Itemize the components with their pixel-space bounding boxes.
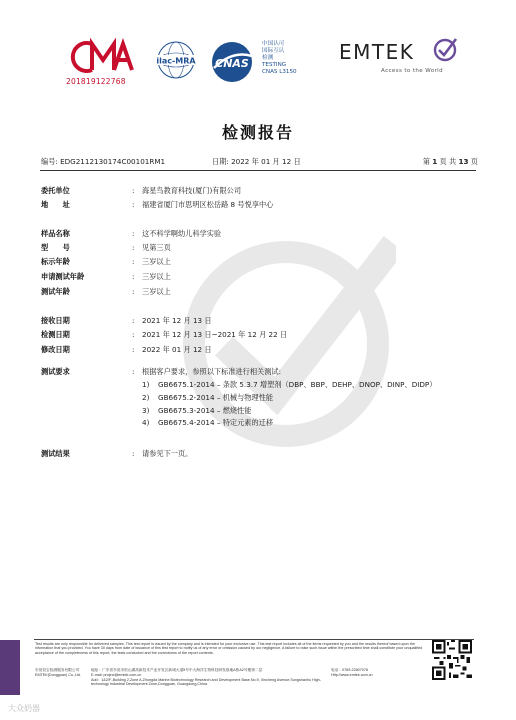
field-label: 型 号 xyxy=(41,243,70,252)
page-suffix: 页 xyxy=(470,157,478,166)
svg-text:CNAS: CNAS xyxy=(215,57,249,70)
qr-code-icon xyxy=(432,640,472,680)
field-value: 海星鸟教育科技(厦门)有限公司 xyxy=(142,186,242,195)
field-value: 见第三页 xyxy=(142,243,171,252)
address-en: Add：1&2/F.,Building 2,Zone A,Zhongda Marine Biotechnology Research and Development Base,No.9, Xincheng Avenue,Songshanhu High-technology Industrial Development Zone,Dongguan, Guangdong,China xyxy=(91,677,321,687)
field-label: 测试年龄 xyxy=(41,287,70,296)
field-colon: : xyxy=(132,243,135,252)
list-item xyxy=(142,406,472,417)
field-colon: : xyxy=(132,200,135,209)
cnas-accreditation-text xyxy=(262,41,322,76)
bottom-watermark-logo: 大众奶器 xyxy=(8,704,40,713)
field-value: 2021 年 12 月 13 日 xyxy=(142,316,212,325)
ilac-mra-logo-icon xyxy=(150,40,202,80)
field-label: 样品名称 xyxy=(41,229,70,238)
field-value: 请参见下一页。 xyxy=(142,449,193,458)
list-item-number: 4) xyxy=(142,418,150,428)
company-cn: 东莞信宝检测服务有限公司 xyxy=(35,668,80,672)
test-standard-list xyxy=(142,380,472,429)
report-number: 编号: EDG2112130174C00101RM1 xyxy=(41,157,166,166)
report-date: 日期: 2022 年 01 月 12 日 xyxy=(212,157,301,166)
page-title: 检测报告 xyxy=(221,123,294,142)
list-item-text: GB6675.4-2014 – 特定元素的迁移 xyxy=(158,418,274,428)
field-colon: : xyxy=(132,367,135,376)
cnas-line: TESTING xyxy=(262,62,287,68)
list-item-text: GB6675.2-2014 – 机械与物理性能 xyxy=(158,392,274,402)
cnas-line: CNAS L3150 xyxy=(262,69,297,75)
list-item-number: 1) xyxy=(142,380,150,389)
svg-text:ilac-MRA: ilac-MRA xyxy=(156,56,196,66)
field-label: 测试要求 xyxy=(41,367,70,376)
field-colon: : xyxy=(132,345,135,354)
field-value: 这不科学啊幼儿科学实验 xyxy=(142,229,222,238)
field-value: 2021 年 12 月 13 日~2021 年 12 月 22 日 xyxy=(142,330,288,339)
cnas-logo-icon xyxy=(206,40,258,84)
field-colon: : xyxy=(132,272,135,281)
website: Http://www.emtek.com.cn xyxy=(331,672,373,677)
field-label: 申请测试年龄 xyxy=(41,272,85,281)
field-colon: : xyxy=(132,449,135,458)
list-item-number: 3) xyxy=(142,405,150,415)
field-value: 三岁以上 xyxy=(142,257,171,266)
field-label: 地 址 xyxy=(41,200,70,209)
field-colon: : xyxy=(132,186,135,195)
field-label: 委托单位 xyxy=(41,186,70,195)
page-indicator xyxy=(423,157,478,167)
page-mid: 页 共 xyxy=(439,157,457,166)
header-divider xyxy=(40,170,476,171)
field-value: 三岁以上 xyxy=(142,272,171,281)
company-en: EMTEK(Dongguan) Co.,Ltd. xyxy=(35,672,82,677)
field-label: 接收日期 xyxy=(41,316,70,325)
field-label: 修改日期 xyxy=(41,345,70,354)
field-label: 测试结果 xyxy=(41,449,70,458)
field-label: 检测日期 xyxy=(41,330,70,339)
field-value: 2022 年 01 月 12 日 xyxy=(142,345,212,354)
page-prefix: 第 xyxy=(422,157,430,166)
page-current: 1 xyxy=(432,157,438,166)
footer-disclaimer: Test results are only responsible for delivered samples. This test report is issued by the company and is intended for your exclusive use. This test report includes all of the items requested by you and the results thereof based upon the information that you provided. You have 30 days from date of issuance of this test report to notify us of any error or omission caused by our negligence. A failure to raise such issue within the prescribed time shall constitute your unqualified acceptance of the completeness of this report, the tests conducted and the correctness of the report contents. xyxy=(35,642,423,655)
address-cn: 地址：广东省东莞市松山湖高新技术产业开发区新城大道5号中大海洋生物科技研发基地A栋A2号楼第二层 xyxy=(91,668,263,672)
emtek-tagline: Access to the World xyxy=(381,68,443,74)
email: E-mail: project@emtek.com.cn xyxy=(91,672,142,677)
list-item xyxy=(142,380,472,391)
cnas-line: 中国认可 xyxy=(262,41,285,47)
emtek-check-circle-icon xyxy=(432,37,458,63)
field-value: 福建省厦门市思明区松岳路 8 号悦享中心 xyxy=(142,200,274,209)
field-colon: : xyxy=(132,229,135,238)
footer-company xyxy=(35,668,87,678)
footer-contact xyxy=(331,668,411,678)
list-item-text: GB6675.1-2014 – 条款 5.3.7 增塑剂（DBP、BBP、DEHP、DNOP、DINP、DIDP） xyxy=(158,380,437,389)
field-colon: : xyxy=(132,330,135,339)
field-value: 根据客户要求，参照以下标准进行相关测试: xyxy=(142,367,281,376)
list-item xyxy=(142,418,472,429)
list-item xyxy=(142,393,472,404)
telephone: 电话：0769-22807078 xyxy=(331,668,368,672)
field-label: 标示年龄 xyxy=(41,257,70,266)
footer-address-body xyxy=(91,668,321,687)
cnas-line: 检测 xyxy=(262,55,274,61)
page-total: 13 xyxy=(458,157,469,166)
footer-divider xyxy=(34,639,474,640)
field-colon: : xyxy=(132,316,135,325)
field-colon: : xyxy=(132,257,135,266)
field-colon: : xyxy=(132,287,135,296)
list-item-text: GB6675.3-2014 – 燃烧性能 xyxy=(158,405,252,415)
cma-number: 201819122768 xyxy=(66,77,126,86)
cnas-line: 国际互认 xyxy=(262,48,285,54)
emtek-wordmark: EMTEK xyxy=(339,40,415,64)
list-item-number: 2) xyxy=(142,392,150,402)
side-accent-bar xyxy=(0,640,20,695)
field-value: 三岁以上 xyxy=(142,287,171,296)
